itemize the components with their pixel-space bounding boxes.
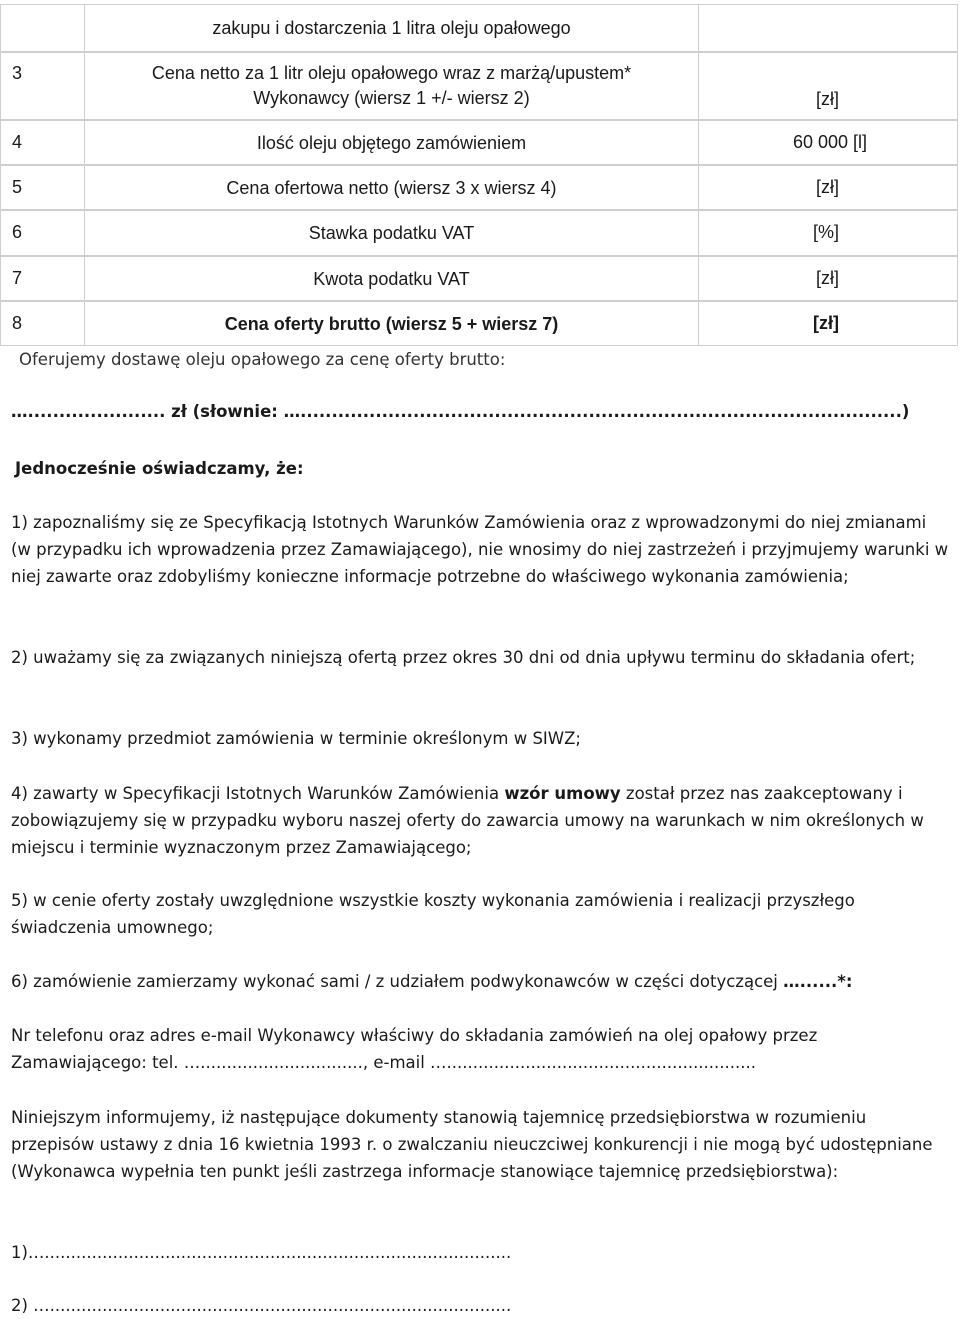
value-cell[interactable]	[699, 4, 958, 52]
unit-label: [zł]	[815, 268, 839, 288]
item-6-text: 6) zamówienie zamierzamy wykonać sami / z udziałem podwykonawców w części dotyczącej	[11, 972, 784, 991]
declaration-item-6	[11, 968, 949, 995]
declaration-heading: Jednocześnie oświadczamy, że:	[15, 459, 304, 478]
row-number: 7	[12, 268, 23, 288]
row-number-cell	[0, 301, 85, 346]
row-description-line1: Cena netto za 1 litr oleju opałowego wraz z marżą/upustem*	[151, 63, 632, 83]
description-cell	[85, 4, 699, 52]
table-row	[0, 165, 958, 210]
declaration-item-5: 5) w cenie oferty zostały uwzględnione wszystkie koszty wykonania zamówienia i realizacji przyszłego świadczenia umownego;	[11, 891, 855, 937]
row-number-cell	[0, 52, 85, 120]
description-cell	[85, 210, 699, 256]
row-number: 5	[12, 177, 23, 197]
table-row	[0, 120, 958, 165]
description-cell	[85, 52, 699, 120]
value-cell[interactable]	[699, 301, 958, 346]
declaration-item-1: 1) zapoznaliśmy się ze Specyfikacją Istotnych Warunków Zamówienia oraz z wprowadzonymi do niej zmianami (w przypadku ich wprowadzenia przez Zamawiającego), nie wnosimy do niej zastrzeżeń i przyjmujemy warunki w niej zawarte oraz zdobyliśmy konieczne informacje potrzebne do właściwego wykonania zamówienia;	[11, 513, 949, 586]
row-description: Ilość oleju objętego zamówieniem	[256, 133, 527, 153]
description-cell	[85, 256, 699, 301]
item-4-text-a: 4) zawarty w Specyfikacji Istotnych Warunków Zamówienia	[11, 784, 505, 803]
unit-label: 60 000 [l]	[792, 132, 867, 152]
row-description: Stawka podatku VAT	[308, 223, 475, 243]
price-line[interactable]: …...................... zł (słownie: …................................................................................................)	[11, 402, 910, 421]
row-description: Cena oferty brutto (wiersz 5 + wiersz 7)	[224, 314, 559, 334]
description-cell	[85, 301, 699, 346]
row-number: 3	[12, 63, 23, 83]
secret-doc-line-2[interactable]: 2) …........................................................................................	[11, 1296, 512, 1315]
row-number: 8	[12, 313, 23, 333]
row-number: 6	[12, 222, 23, 242]
table-row	[0, 256, 958, 301]
table-row	[0, 4, 958, 52]
value-cell[interactable]	[699, 210, 958, 256]
row-number-cell	[0, 165, 85, 210]
offer-line: Oferujemy dostawę oleju opałowego za cenę oferty brutto:	[19, 350, 506, 369]
row-number-cell	[0, 4, 85, 52]
item-6-fill[interactable]: …......*:	[783, 972, 853, 991]
item-4-text-b: został przez nas zaakceptowany i zobowiązujemy się w przypadku wyboru naszej oferty do zawarcia umowy na warunkach w nim określonych w miejscu i terminie wyznaczonym przez Zamawiającego;	[11, 784, 924, 857]
row-description: zakupu i dostarczenia 1 litra oleju opałowego	[212, 18, 571, 38]
value-cell[interactable]	[699, 256, 958, 301]
declaration-item-3: 3) wykonamy przedmiot zamówienia w terminie określonym w SIWZ;	[11, 729, 581, 748]
unit-label: [zł]	[815, 89, 839, 109]
secret-doc-line-1[interactable]: 1)….........................................................................................	[11, 1243, 512, 1262]
row-number-cell	[0, 120, 85, 165]
table-row	[0, 210, 958, 256]
table-row	[0, 301, 958, 346]
row-description-line2: Wykonawcy (wiersz 1 +/- wiersz 2)	[253, 88, 530, 108]
unit-label: [%]	[812, 222, 839, 242]
table-row	[0, 52, 958, 120]
unit-label: [zł]	[815, 177, 839, 197]
contact-info[interactable]: Nr telefonu oraz adres e-mail Wykonawcy właściwy do składania zamówień na olej opałowy przez Zamawiającego: tel. …..............................., e-mail …...........................................................	[11, 1026, 818, 1072]
value-cell[interactable]	[699, 52, 958, 120]
description-cell	[85, 120, 699, 165]
row-description: Cena ofertowa netto (wiersz 3 x wiersz 4)	[226, 178, 557, 198]
row-number: 4	[12, 132, 23, 152]
value-cell[interactable]	[699, 165, 958, 210]
declaration-item-4	[11, 780, 949, 861]
row-description: Kwota podatku VAT	[313, 269, 470, 289]
description-cell	[85, 165, 699, 210]
unit-label: [zł]	[813, 313, 839, 333]
declaration-item-2: 2) uważamy się za związanych niniejszą ofertą przez okres 30 dni od dnia upływu terminu do składania ofert;	[11, 648, 916, 667]
row-number-cell	[0, 256, 85, 301]
item-4-bold: wzór umowy	[504, 784, 621, 803]
row-number-cell	[0, 210, 85, 256]
value-cell[interactable]	[699, 120, 958, 165]
trade-secret-statement: Niniejszym informujemy, iż następujące dokumenty stanowią tajemnicę przedsiębiorstwa w rozumieniu przepisów ustawy z dnia 16 kwietnia 1993 r. o zwalczaniu nieuczciwej konkurencji i nie mogą być udostępniane (Wykonawca wypełnia ten punkt jeśli zastrzega informacje stanowiące tajemnicę przedsiębiorstwa):	[11, 1108, 933, 1181]
